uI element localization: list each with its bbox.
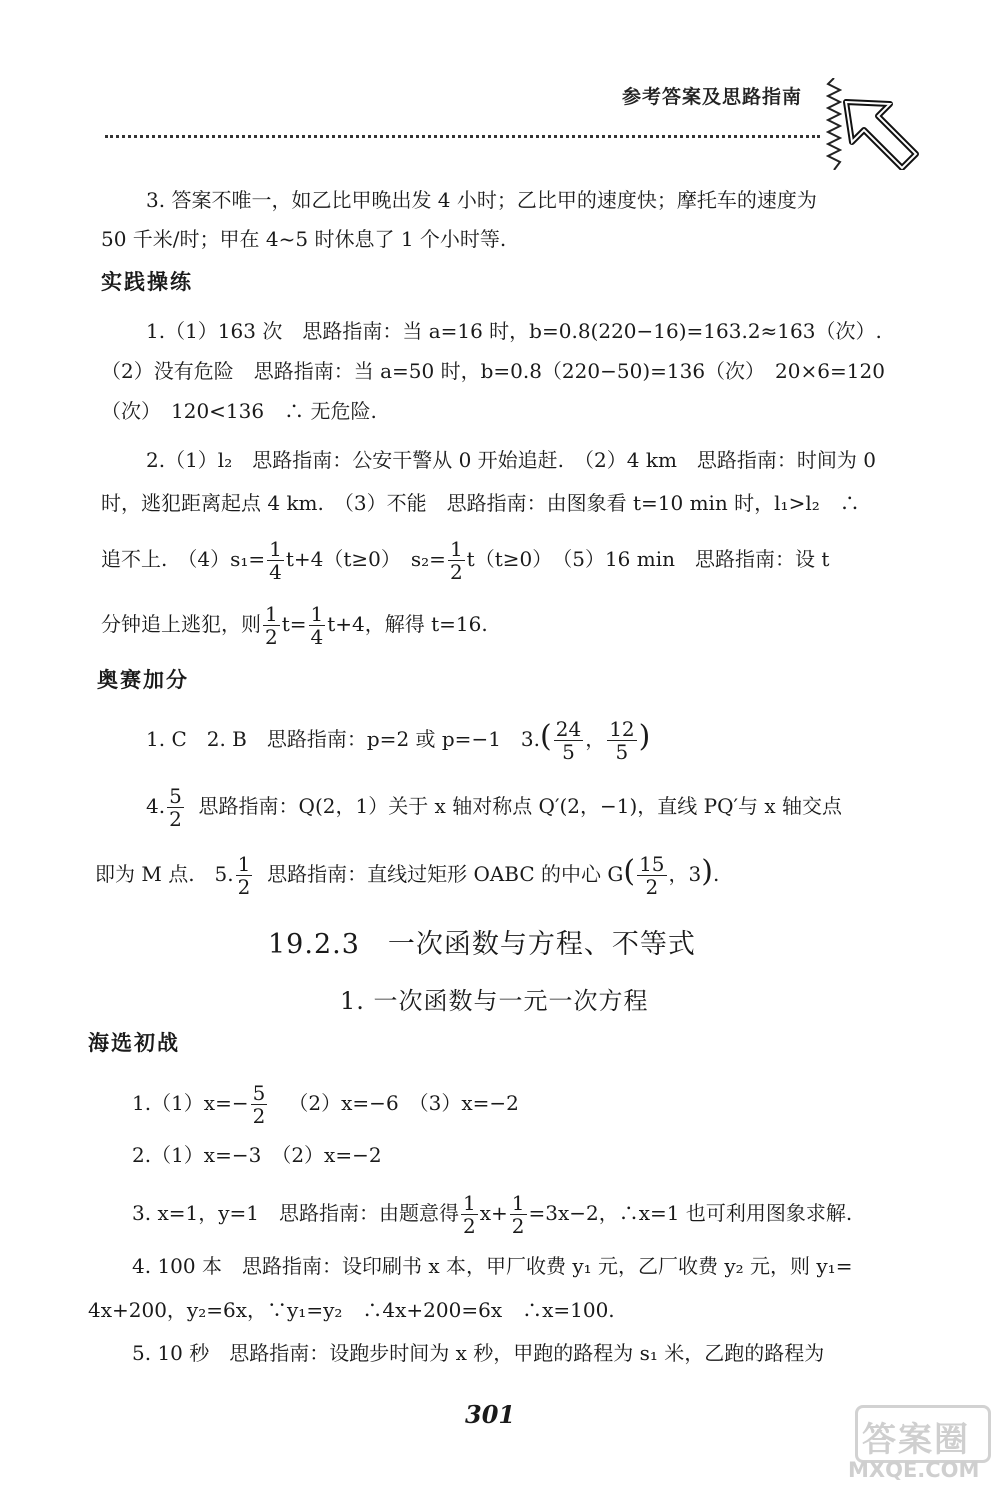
fraction: $\frac{1}{4}$ [269, 537, 282, 584]
fraction: $\frac{1}{2}$ [265, 602, 278, 649]
practice-1-line-3: （次） 120<136 ∴ 无危险. [101, 399, 377, 423]
fraction: $\frac{1}{2}$ [237, 852, 251, 899]
watermark-url: MXQE.COM [848, 1458, 980, 1482]
fraction: $\frac{12}{5}$ [609, 717, 635, 764]
zigzag-border-icon [826, 78, 842, 170]
practice-1-line-2: （2）没有危险 思路指南：当 a=50 时，b=0.8（220−50)=136（次） 20×6=120 [101, 359, 885, 383]
first-round-4-line-1: 4. 100 本 思路指南：设印刷书 x 本，甲厂收费 y₁ 元，乙厂收费 y₂ 元，则 y₁= [132, 1254, 853, 1278]
section-heading-practice: 实践操练 [101, 270, 193, 294]
first-round-3: 3. x=1，y=1 思路指南：由题意得 $\frac{1}{2}$ x+ $\frac{1}{2}$ =3x−2，∴x=1 也可利用图象求解. [132, 1191, 853, 1238]
olympiad-line-1: 1. C 2. B 思路指南：p=2 或 p=−1 3.( $\frac{24}{5}$ ， $\frac{12}{5}$ ) [146, 717, 651, 764]
watermark-logo-text: 答案圈 [862, 1420, 970, 1460]
first-round-5-line-1: 5. 10 秒 思路指南：设跑步时间为 x 秒，甲跑的路程为 s₁ 米，乙跑的路程为 [132, 1341, 825, 1365]
section-heading-first-round: 海选初战 [88, 1031, 180, 1055]
first-round-1: 1.（1）x=− $\frac{5}{2}$ （2）x=−6 （3）x=−2 [132, 1081, 519, 1128]
fraction: $\frac{5}{2}$ [252, 1081, 266, 1128]
olympiad-line-3: 即为 M 点. 5. $\frac{1}{2}$ 思路指南：直线过矩形 OABC 的中心 G( $\frac{15}{2}$ ，3). [95, 852, 720, 899]
fraction: $\frac{1}{2}$ [462, 1191, 476, 1238]
arrow-icon [842, 98, 920, 170]
fraction: $\frac{24}{5}$ [555, 717, 582, 764]
fraction: $\frac{1}{2}$ [449, 537, 463, 584]
practice-2-line-4: 分钟追上逃犯，则 $\frac{1}{2}$ t= $\frac{1}{4}$ t+4，解得 t=16. [101, 602, 488, 649]
page-number: 301 [465, 1400, 516, 1429]
first-round-4-line-2: 4x+200，y₂=6x，∵y₁=y₂ ∴4x+200=6x ∴x=100. [88, 1298, 615, 1322]
first-round-2: 2.（1）x=−3 （2）x=−2 [132, 1143, 382, 1167]
practice-1-line-1: 1.（1）163 次 思路指南：当 a=16 时，b=0.8(220−16)=163.2≈163（次）. [146, 319, 882, 343]
section-heading-olympiad: 奥赛加分 [97, 668, 189, 692]
fraction: $\frac{5}{2}$ [169, 784, 182, 831]
fraction: $\frac{1}{2}$ [511, 1191, 525, 1238]
header-dotted-rule [105, 135, 820, 138]
subsection-heading: 1. 一次函数与一元一次方程 [340, 987, 649, 1015]
practice-2-line-3: 追不上. （4）s₁= $\frac{1}{4}$ t+4（t≥0） s₂= $\frac{1}{2}$ t（t≥0） （5）16 min 思路指南：设 t [101, 537, 830, 584]
answer-3-line-1: 3. 答案不唯一，如乙比甲晚出发 4 小时；乙比甲的速度快；摩托车的速度为 [146, 188, 817, 212]
practice-2-line-1: 2.（1）l₂ 思路指南：公安干警从 0 开始追赶. （2）4 km 思路指南：时间为 0 [146, 448, 876, 472]
fraction: $\frac{1}{4}$ [310, 602, 324, 649]
chapter-heading: 19.2.3 一次函数与方程、不等式 [268, 929, 696, 960]
olympiad-line-2: 4. $\frac{5}{2}$ 思路指南：Q(2，1）关于 x 轴对称点 Q′(2，−1)，直线 PQ′与 x 轴交点 [146, 784, 843, 831]
fraction: $\frac{15}{2}$ [639, 852, 665, 899]
practice-2-line-2: 时，逃犯距离起点 4 km. （3）不能 思路指南：由图象看 t=10 min 时，l₁>l₂ ∴ [101, 491, 860, 515]
header-title: 参考答案及思路指南 [622, 86, 803, 108]
answer-3-line-2: 50 千米/时；甲在 4~5 时休息了 1 个小时等. [101, 227, 507, 251]
